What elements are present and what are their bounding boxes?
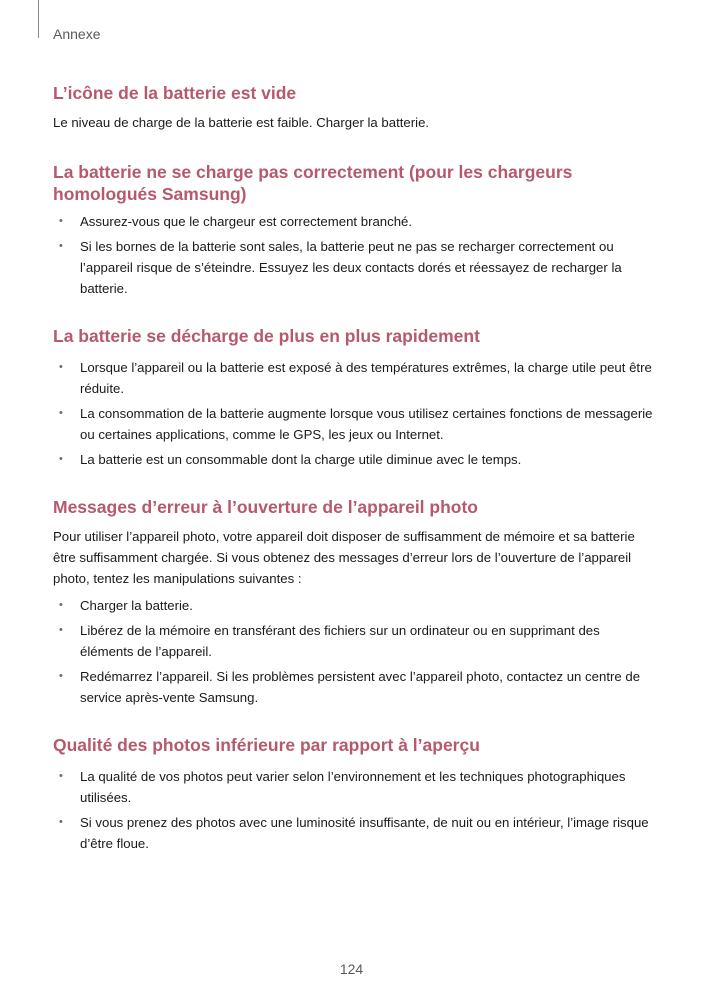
bullet-icon: • — [59, 453, 63, 465]
bullet-icon: • — [59, 407, 63, 419]
list-item-text: La qualité de vos photos peut varier selon l’environnement et les techniques photographiques utilisées. — [80, 769, 626, 805]
list-item-text: Charger la batterie. — [80, 598, 193, 613]
running-header: Annexe — [53, 26, 101, 42]
bullet-icon: • — [59, 670, 63, 682]
bullet-icon: • — [59, 816, 63, 828]
list-item — [53, 449, 653, 470]
list-item-text: Si les bornes de la batterie sont sales, la batterie peut ne pas se recharger correctement ou l’appareil risque de s’éteindre. Essuyez les deux contacts dorés et réessayez de recharger la batterie. — [80, 239, 622, 296]
bullet-icon: • — [59, 770, 63, 782]
section-battery-icon-empty — [53, 82, 653, 133]
bullet-list — [53, 211, 653, 299]
list-item-text: La consommation de la batterie augmente lorsque vous utilisez certaines fonctions de messagerie ou certaines applications, comme le GPS, les jeux ou Internet. — [80, 406, 653, 442]
bullet-list — [53, 357, 653, 470]
section-photo-quality — [53, 734, 653, 854]
bullet-list — [53, 595, 653, 708]
bullet-icon: • — [59, 361, 63, 373]
section-camera-error-messages — [53, 496, 653, 708]
section-title: La batterie ne se charge pas correctement (pour les chargeurs homologués Samsung) — [53, 162, 573, 204]
list-item — [53, 357, 653, 399]
list-item-text: Assurez-vous que le chargeur est correctement branché. — [80, 214, 413, 229]
list-item-text: Libérez de la mémoire en transférant des fichiers sur un ordinateur ou en supprimant des éléments de l’appareil. — [80, 623, 600, 659]
header-rule — [38, 0, 39, 38]
section-title: L’icône de la batterie est vide — [53, 83, 297, 103]
list-item — [53, 595, 653, 616]
page-number: 124 — [339, 961, 364, 977]
list-item — [53, 812, 653, 854]
section-title: Qualité des photos inférieure par rapport à l’aperçu — [53, 735, 480, 755]
list-item-text: Lorsque l’appareil ou la batterie est exposé à des températures extrêmes, la charge utile peut être réduite. — [80, 360, 652, 396]
list-item — [53, 620, 653, 662]
bullet-icon: • — [59, 624, 63, 636]
list-item — [53, 666, 653, 708]
section-title: La batterie se décharge de plus en plus rapidement — [53, 326, 480, 346]
list-item — [53, 766, 653, 808]
bullet-icon: • — [59, 599, 63, 611]
page-content — [53, 82, 653, 854]
list-item — [53, 403, 653, 445]
section-battery-drains-fast — [53, 325, 653, 470]
bullet-icon: • — [59, 240, 63, 252]
section-paragraph: Le niveau de charge de la batterie est faible. Charger la batterie. — [53, 115, 430, 130]
bullet-icon: • — [59, 215, 63, 227]
list-item — [53, 236, 653, 299]
list-item-text: Si vous prenez des photos avec une luminosité insuffisante, de nuit ou en intérieur, l’image risque d’être floue. — [80, 815, 649, 851]
section-paragraph: Pour utiliser l’appareil photo, votre appareil doit disposer de suffisamment de mémoire et sa batterie être suffisamment chargée. Si vous obtenez des messages d’erreur lors de l’ouverture de l’appareil photo, tentez les manipulations suivantes : — [53, 529, 635, 586]
section-title: Messages d’erreur à l’ouverture de l’appareil photo — [53, 497, 478, 517]
section-battery-not-charging — [53, 161, 653, 299]
bullet-list — [53, 766, 653, 854]
list-item — [53, 211, 653, 232]
list-item-text: La batterie est un consommable dont la charge utile diminue avec le temps. — [80, 452, 522, 467]
list-item-text: Redémarrez l’appareil. Si les problèmes persistent avec l’appareil photo, contactez un centre de service après-vente Samsung. — [80, 669, 641, 705]
